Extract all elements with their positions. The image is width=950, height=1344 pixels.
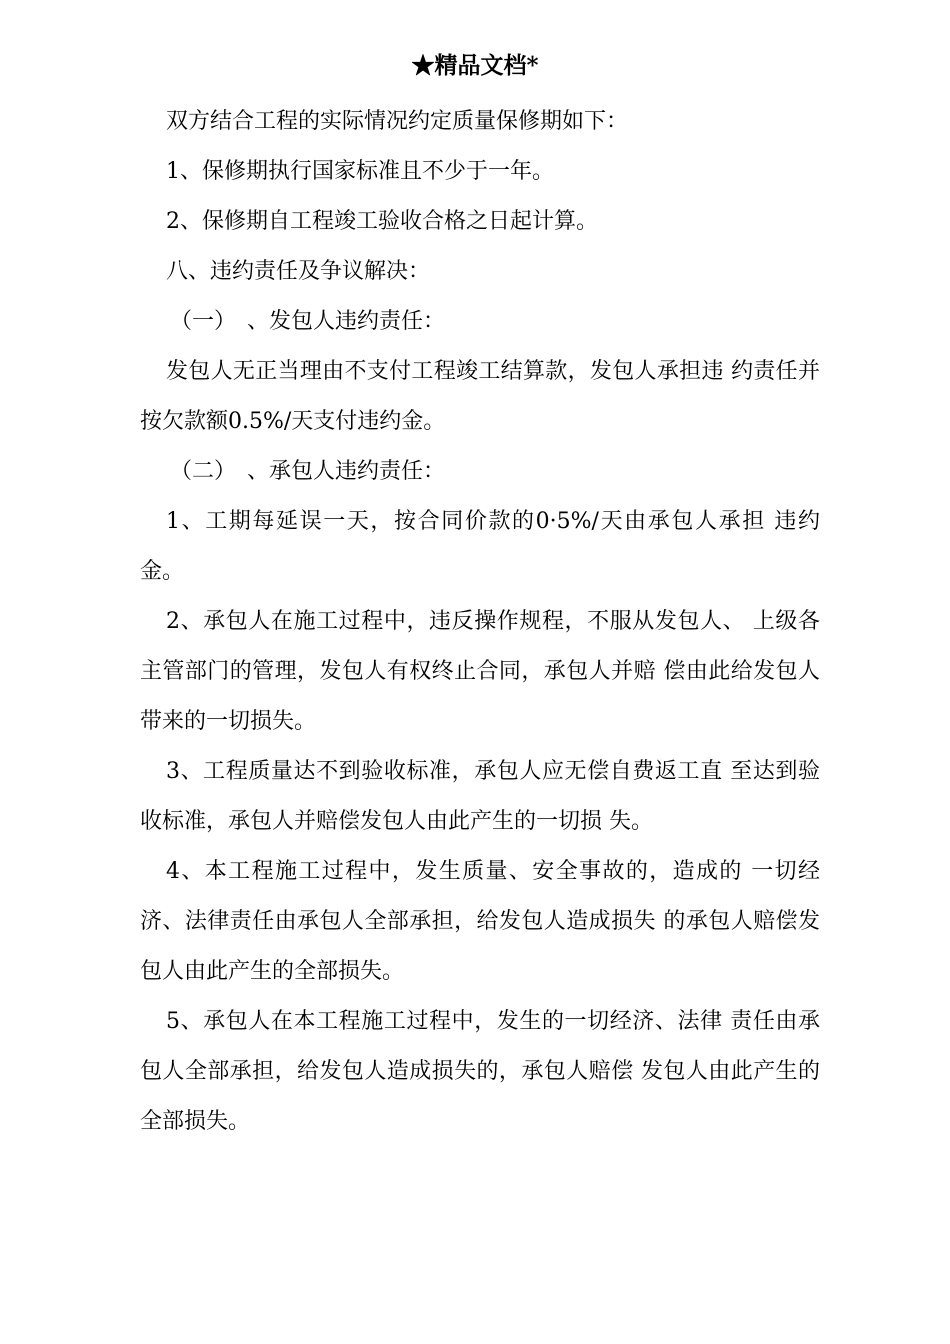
paragraph-contractor-2: 2、承包人在施工过程中，违反操作规程，不服从发包人、 上级各主管部门的管理，发包人有权终止合同，承包人并赔 偿由此给发包人带来的一切损失。	[140, 609, 820, 734]
paragraph-contractor-4: 4、本工程施工过程中，发生质量、安全事故的，造成的 一切经济、法律责任由承包人全部承担，给发包人造成损失 的承包人赔偿发包人由此产生的全部损失。	[140, 859, 820, 984]
subsection-heading-employer: （一） 、发包人违约责任：	[170, 309, 446, 334]
paragraph-contractor-5: 5、承包人在本工程施工过程中，发生的一切经济、法律 责任由承包人全部承担，给发包人造成损失的，承包人赔偿 发包人由此产生的全部损失。	[140, 1009, 820, 1134]
paragraph-warranty-1: 1、保修期执行国家标准且不少于一年。	[166, 159, 554, 184]
document-body	[140, 97, 820, 1147]
subsection-heading-contractor: （二） 、承包人违约责任：	[170, 459, 446, 484]
page-header: ★精品文档*	[411, 52, 539, 79]
section-heading-liability: 八、违约责任及争议解决：	[166, 259, 431, 284]
paragraph-contractor-3: 3、工程质量达不到验收标准，承包人应无偿自费返工直 至达到验收标准，承包人并赔偿发包人由此产生的一切损 失。	[140, 759, 820, 834]
paragraph-warranty-intro: 双方结合工程的实际情况约定质量保修期如下：	[166, 109, 629, 134]
paragraph-contractor-1: 1、工期每延误一天，按合同价款的0·5%/天由承包人承担 违约金。	[140, 509, 820, 584]
paragraph-warranty-2: 2、保修期自工程竣工验收合格之日起计算。	[166, 209, 598, 234]
paragraph-employer-liability: 发包人无正当理由不支付工程竣工结算款，发包人承担违 约责任并按欠款额0.5%/天支付违约金。	[140, 359, 820, 434]
